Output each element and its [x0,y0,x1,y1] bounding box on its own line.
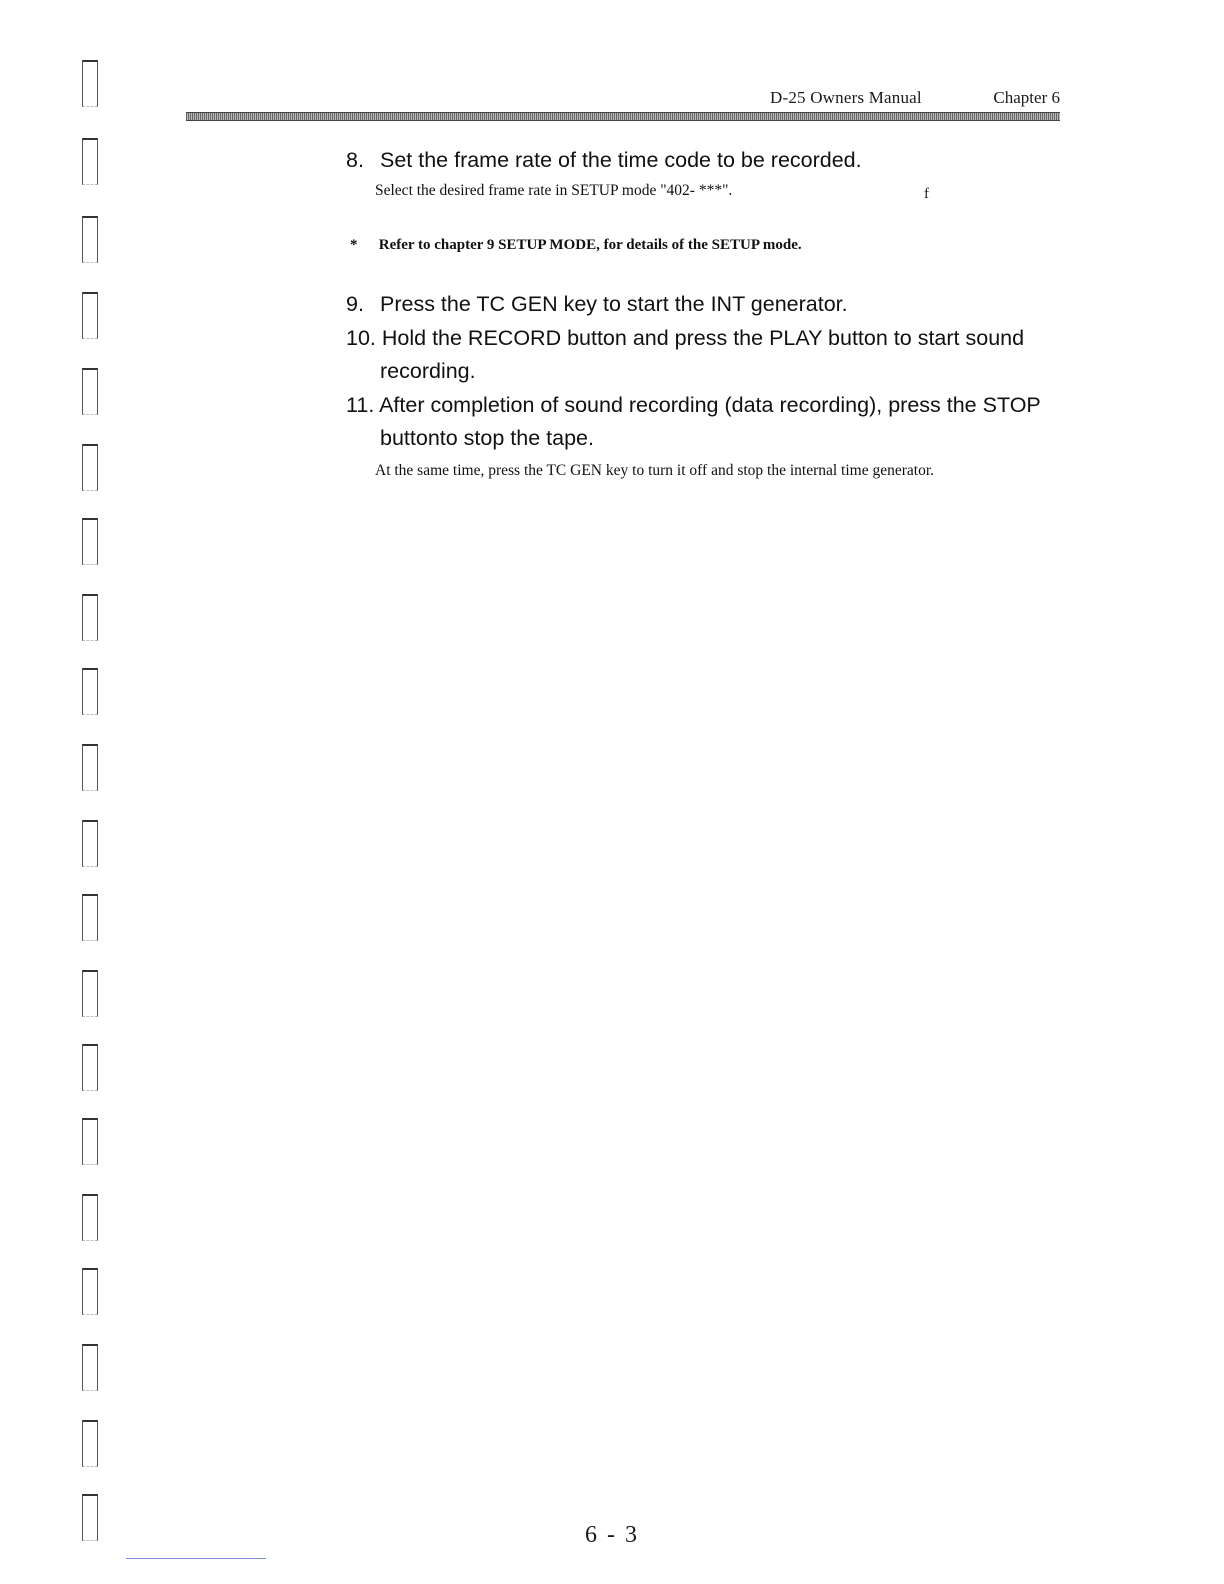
binder-holes [80,60,104,1560]
binder-ring [82,668,98,715]
step-number: 8. [346,148,364,172]
binder-ring [82,894,98,941]
step-8-note: Select the desired frame rate in SETUP mode "402- ***". [375,182,733,199]
binder-ring [82,1344,98,1391]
scan-artifact-line [126,1558,266,1559]
step-number: 10. [346,326,376,350]
step-text: After completion of sound recording (data recording), press the STOP [379,393,1041,417]
step-number: 11. [346,393,375,417]
step-text: Hold the RECORD button and press the PLAY button to start sound [381,326,1025,350]
binder-ring [82,138,98,185]
binder-ring [82,1118,98,1165]
header-rule [186,112,1060,121]
binder-ring [82,1044,98,1091]
step-text: Set the frame rate of the time code to be recorded. [379,148,862,172]
step-9 [346,288,848,321]
binder-ring [82,594,98,641]
binder-ring [82,216,98,263]
step-number: 9. [346,292,364,316]
step-continuation: recording. [380,359,476,383]
page-number: 6 - 3 [585,1522,639,1548]
reference-note [350,237,802,254]
step-text: Press the TC GEN key to start the INT generator. [379,292,848,316]
binder-ring [82,444,98,491]
step-continuation: buttonto stop the tape. [380,426,594,450]
binder-ring [82,1420,98,1467]
step-11-note: At the same time, press the TC GEN key to turn it off and stop the internal time generator. [375,462,935,479]
binder-ring [82,1268,98,1315]
binder-ring [82,518,98,565]
running-header [770,88,1060,108]
asterisk-marker: * [350,237,358,253]
binder-ring [82,970,98,1017]
step-8 [346,144,862,177]
manual-title: D-25 Owners Manual [770,88,922,107]
binder-ring [82,60,98,107]
binder-ring [82,368,98,415]
binder-ring [82,292,98,339]
step-10 [346,322,1024,388]
chapter-label: Chapter 6 [993,88,1060,107]
step-11 [346,389,1041,455]
binder-ring [82,1194,98,1241]
reference-text: Refer to chapter 9 SETUP MODE, for details of the SETUP mode. [378,237,802,253]
stray-mark: f [924,186,929,202]
binder-ring [82,820,98,867]
binder-ring [82,744,98,791]
